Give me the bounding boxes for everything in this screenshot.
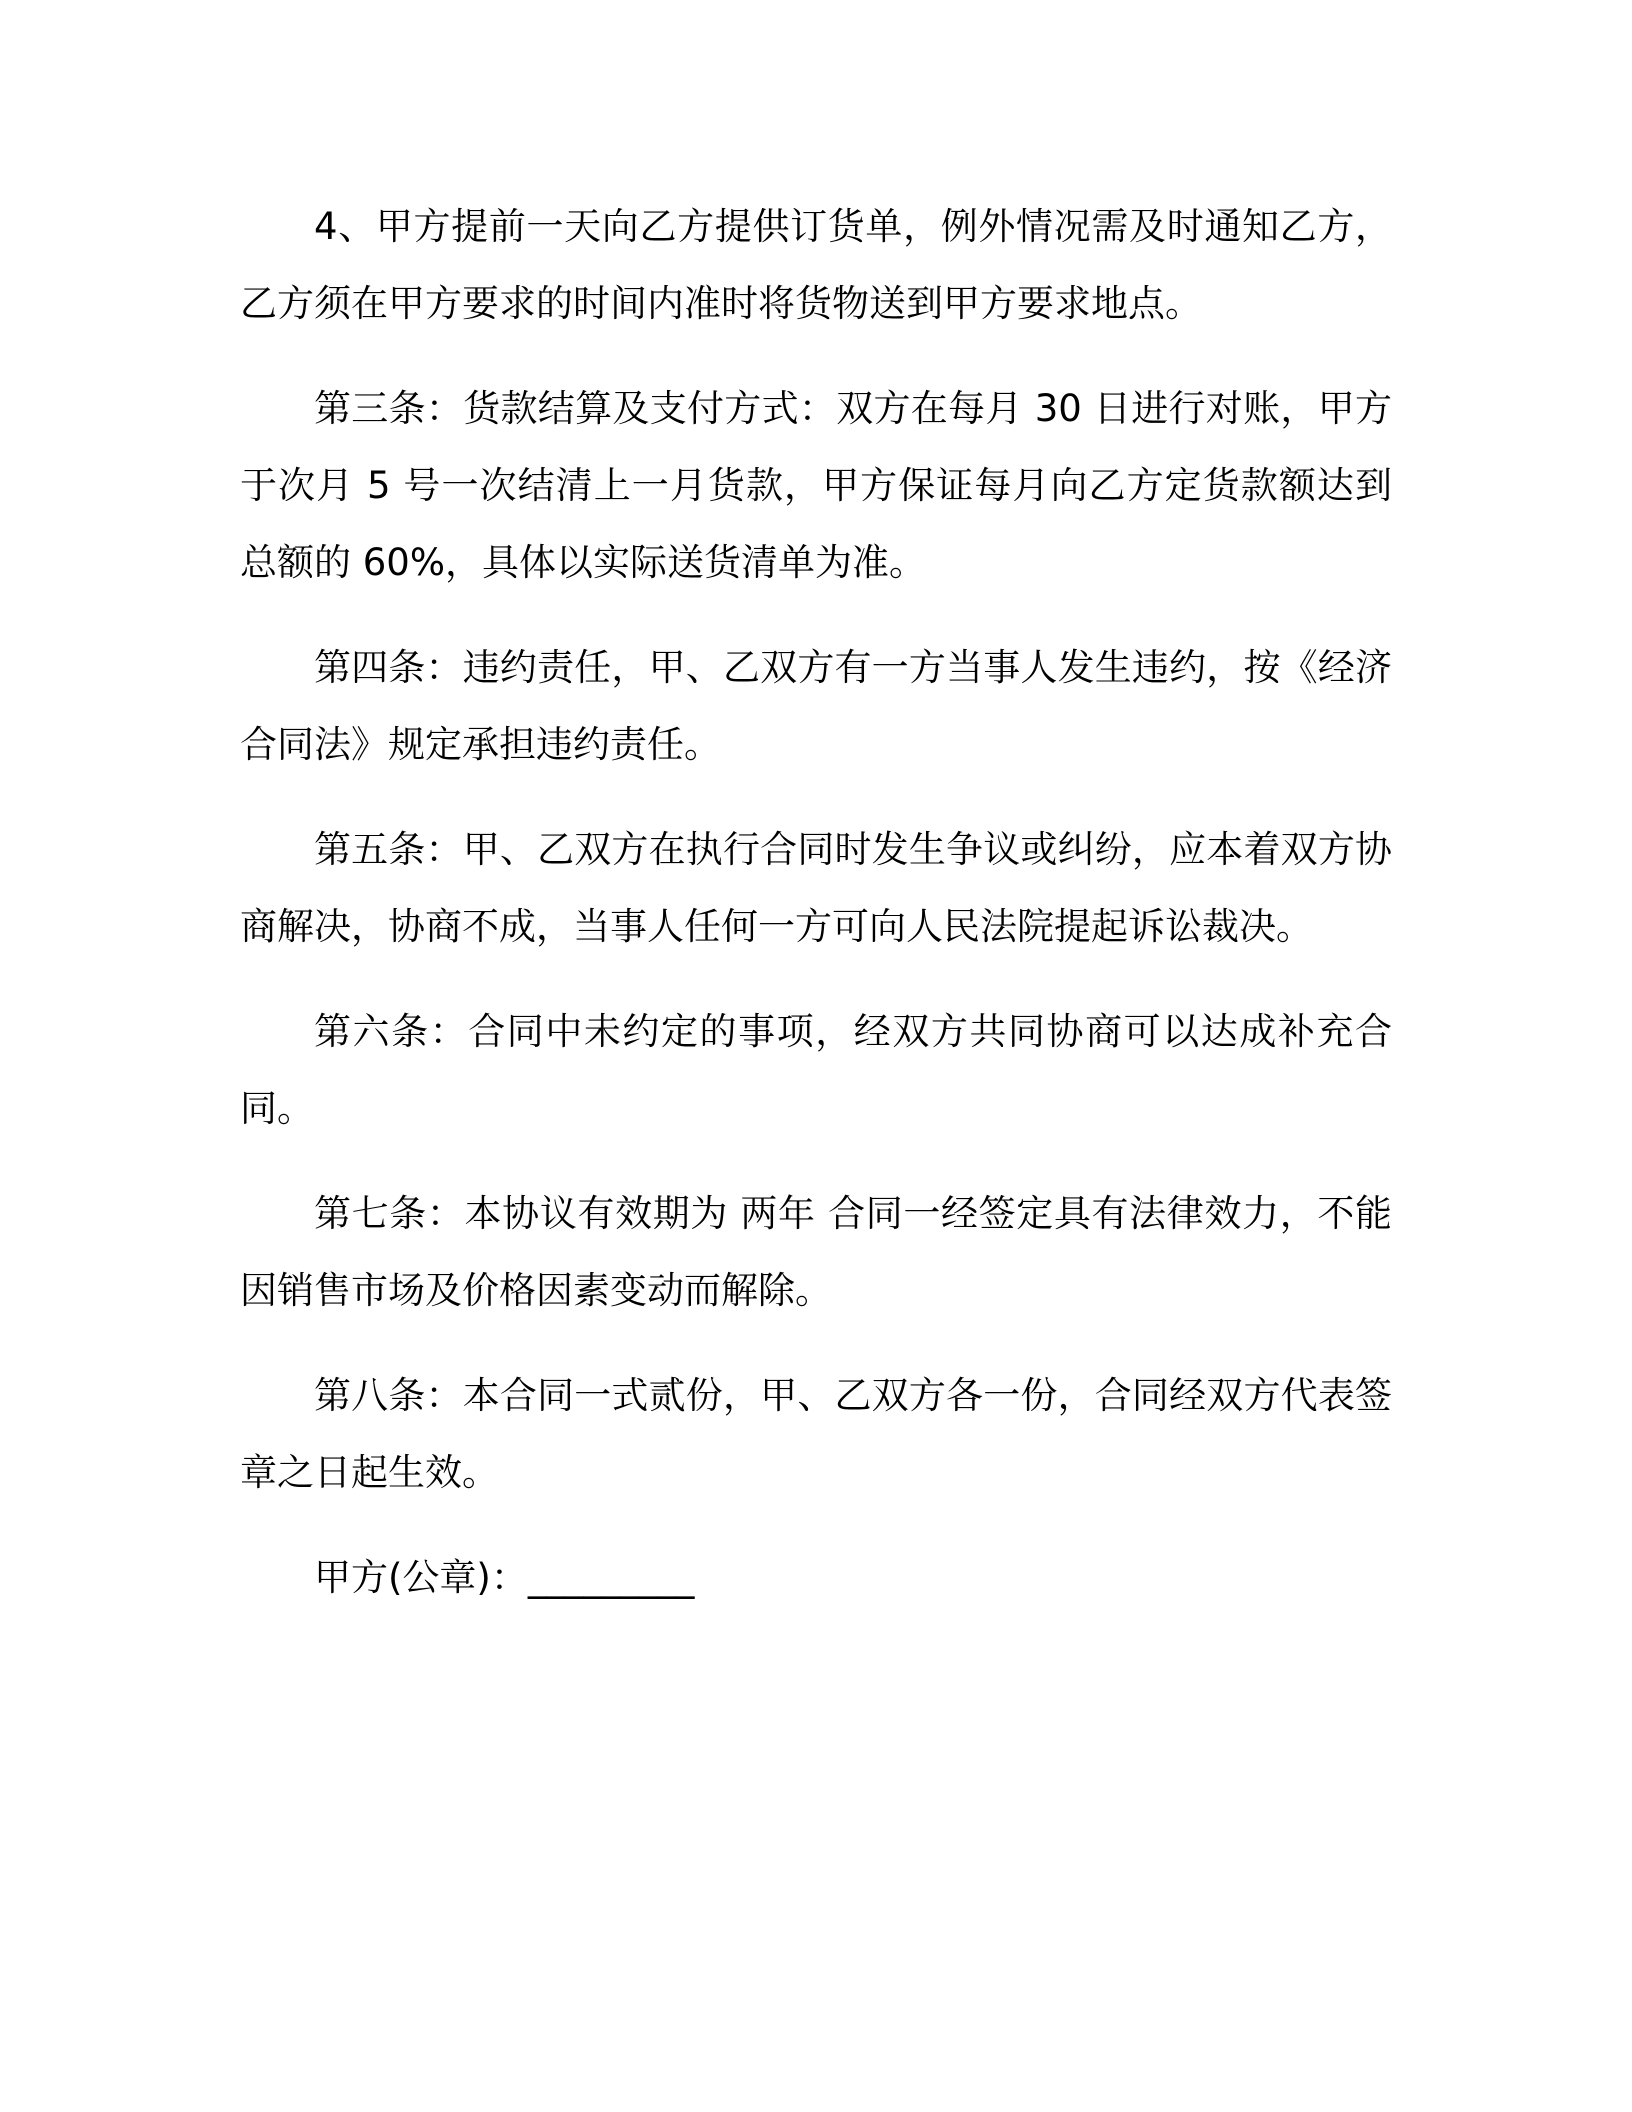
contract-body <box>240 188 1392 1644</box>
party-a-signature-line: 甲方(公章)：_________ <box>314 1556 695 1599</box>
clause-paragraph-article-3: 第三条：货款结算及支付方式：双方在每月 30 日进行对账，甲方于次月 5 号一次结清上一月货款，甲方保证每月向乙方定货款额达到总额的 60%，具体以实际送货清单为准。 <box>240 387 1392 584</box>
clause-paragraph-article-5: 第五条：甲、乙双方在执行合同时发生争议或纠纷，应本着双方协商解决，协商不成，当事人任何一方可向人民法院提起诉讼裁决。 <box>240 828 1392 948</box>
clause-paragraph-article-6: 第六条：合同中未约定的事项，经双方共同协商可以达成补充合同。 <box>240 1010 1392 1130</box>
clause-paragraph-order-notice: 4、甲方提前一天向乙方提供订货单，例外情况需及时通知乙方，乙方须在甲方要求的时间内准时将货物送到甲方要求地点。 <box>240 205 1392 325</box>
clause-paragraph-article-7: 第七条：本协议有效期为 两年 合同一经签定具有法律效力，不能因销售市场及价格因素变动而解除。 <box>240 1192 1392 1312</box>
clause-paragraph-article-8: 第八条：本合同一式贰份，甲、乙双方各一份，合同经双方代表签章之日起生效。 <box>240 1374 1392 1494</box>
clause-paragraph-article-4: 第四条：违约责任，甲、乙双方有一方当事人发生违约，按《经济合同法》规定承担违约责任。 <box>240 646 1392 766</box>
